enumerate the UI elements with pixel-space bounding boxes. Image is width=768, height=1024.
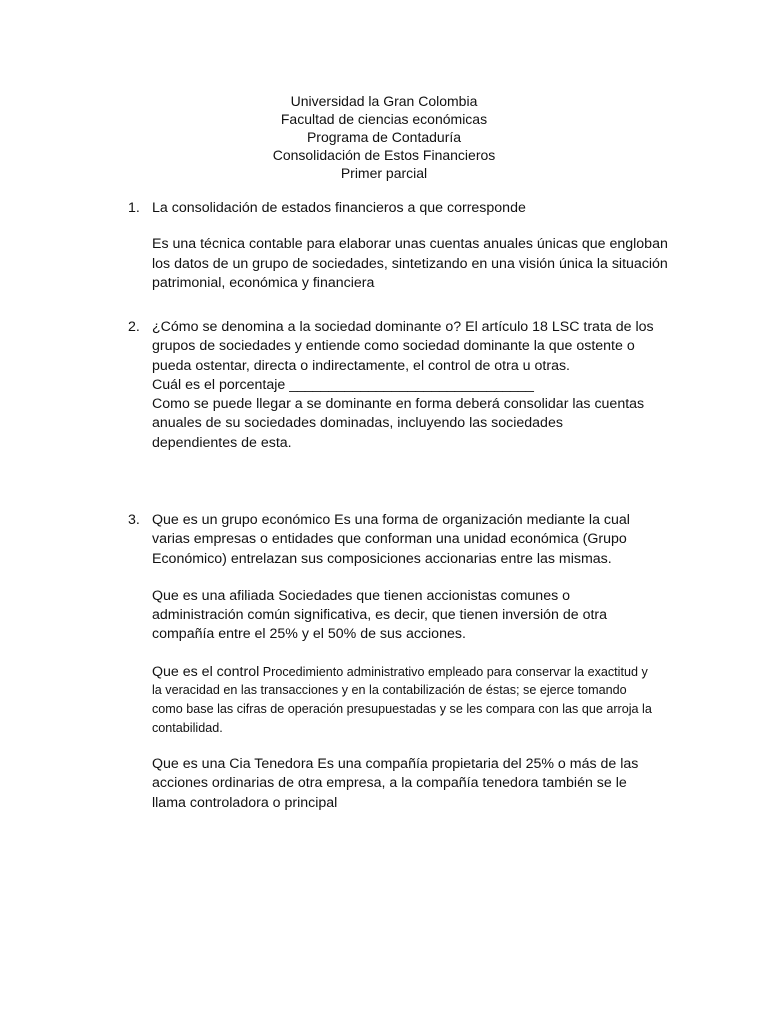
question-3-control-label: Que es el control <box>152 663 260 680</box>
question-3-control <box>152 663 652 737</box>
header-exam: Primer parcial <box>340 165 428 181</box>
question-2-answer: Como se puede llegar a se dominante en forma deberá consolidar las cuentas anuales de su sociedades dominadas, incluyendo las sociedades dependientes de esta. <box>152 396 645 451</box>
question-3 <box>128 511 668 813</box>
question-2 <box>128 318 668 453</box>
question-1-text: La consolidación de estados financieros a que corresponde <box>152 200 526 216</box>
question-1-number: 1. <box>128 200 140 216</box>
question-2-percent-line: Cuál es el porcentaje _______________________________ <box>152 376 534 393</box>
question-2-number: 2. <box>128 319 140 335</box>
header-course: Consolidación de Estos Financieros <box>272 147 496 163</box>
question-3-tenedora: Que es una Cia Tenedora Es una compañía propietaria del 25% o más de las acciones ordinarias de otra empresa, a la compañía tenedora también se le llama controladora o principal <box>152 756 639 811</box>
header-faculty: Facultad de ciencias económicas <box>280 111 488 127</box>
document-header <box>0 92 768 182</box>
question-1 <box>128 199 668 293</box>
question-3-control-text: Procedimiento administrativo empleado para conservar la exactitud y la veracidad en las transacciones y en la contabilización de éstas; se ejerce tomando como base las cifras de operación presupuestadas y se les compara con las que arroja la contabilidad. <box>152 664 652 735</box>
header-university: Universidad la Gran Colombia <box>290 93 478 109</box>
question-3-number: 3. <box>128 512 140 528</box>
question-3-grupo: Que es un grupo económico Es una forma de organización mediante la cual varias empresas o entidades que conforman una unidad económica (Grupo Económico) entrelazan sus composiciones accionarias entre las mismas. <box>152 512 630 567</box>
question-2-text: ¿Cómo se denomina a la sociedad dominante o? El artículo 18 LSC trata de los grupos de sociedades y entiende como sociedad dominante la que ostente o pueda ostentar, directa o indirectamente, el control de otra u otras. <box>152 319 654 374</box>
question-3-afiliada: Que es una afiliada Sociedades que tienen accionistas comunes o administración común significativa, es decir, que tienen inversión de otra compañía entre el 25% y el 50% de sus acciones. <box>152 587 608 643</box>
header-program: Programa de Contaduría <box>306 129 462 145</box>
question-1-answer: Es una técnica contable para elaborar unas cuentas anuales únicas que engloban los datos de un grupo de sociedades, sintetizando en una visión única la situación patrimonial, económica y financiera <box>152 236 668 291</box>
